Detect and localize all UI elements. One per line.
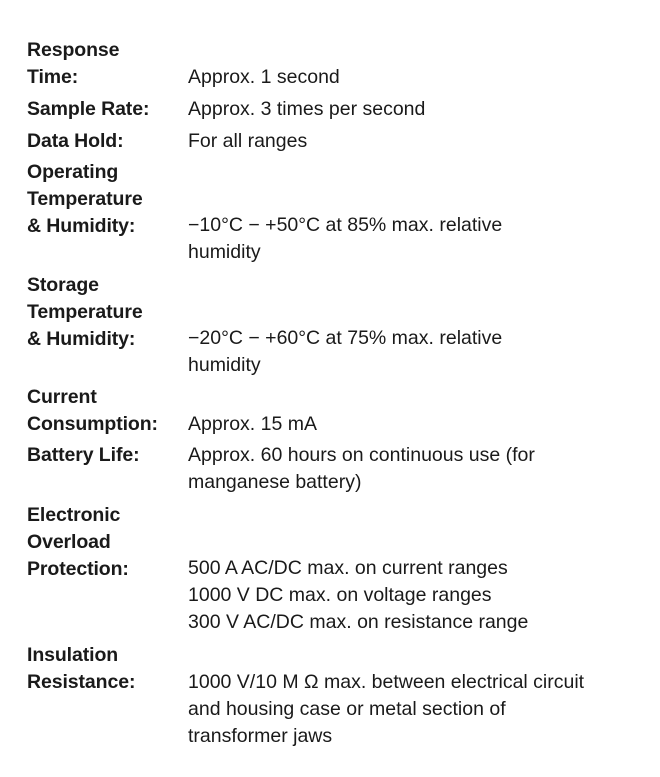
value-line: Approx. 15 mA (188, 413, 317, 435)
spec-label (27, 37, 189, 91)
spec-label (27, 442, 189, 469)
label-line: Current (27, 386, 97, 408)
value-line: Approx. 3 times per second (188, 98, 426, 120)
label-line: Overload (27, 531, 111, 553)
value-line: humidity (188, 354, 261, 376)
value-line: Approx. 1 second (188, 66, 340, 88)
spec-value (188, 442, 658, 496)
value-line: transformer jaws (188, 725, 333, 747)
value-line: 500 A AC/DC max. on current ranges (188, 557, 508, 579)
label-line: Operating (27, 161, 119, 183)
spec-label (27, 642, 189, 696)
label-line: Time: (27, 66, 79, 88)
spec-label (27, 502, 189, 583)
label-line: Electronic (27, 504, 121, 526)
spec-label (27, 272, 189, 353)
spec-value (188, 411, 658, 438)
label-line: Resistance: (27, 671, 136, 693)
spec-label (27, 96, 189, 123)
value-line: Approx. 60 hours on continuous use (for (188, 444, 535, 466)
spec-label (27, 384, 189, 438)
label-line: Response (27, 39, 120, 61)
label-line: Temperature (27, 188, 143, 210)
label-line: Data Hold: (27, 130, 124, 152)
spec-value (188, 555, 658, 636)
label-line: Consumption: (27, 413, 158, 435)
label-line: Protection: (27, 558, 129, 580)
label-line: Temperature (27, 301, 143, 323)
label-line: Storage (27, 274, 99, 296)
spec-value (188, 96, 658, 123)
spec-value (188, 325, 658, 379)
value-line: humidity (188, 241, 261, 263)
spec-value (188, 212, 658, 266)
value-line: −20°C − +60°C at 75% max. relative (188, 327, 503, 349)
value-line: −10°C − +50°C at 85% max. relative (188, 214, 503, 236)
spec-value (188, 128, 658, 155)
value-line: 1000 V DC max. on voltage ranges (188, 584, 492, 606)
spec-label (27, 159, 189, 240)
value-line: For all ranges (188, 130, 308, 152)
value-line: 1000 V/10 M Ω max. between electrical circuit (188, 671, 585, 693)
spec-label (27, 128, 189, 155)
value-line: manganese battery) (188, 471, 362, 493)
label-line: Sample Rate: (27, 98, 150, 120)
label-line: & Humidity: (27, 215, 136, 237)
value-line: 300 V AC/DC max. on resistance range (188, 611, 529, 633)
label-line: Battery Life: (27, 444, 140, 466)
spec-value (188, 64, 658, 91)
spec-value (188, 669, 658, 750)
label-line: & Humidity: (27, 328, 136, 350)
value-line: and housing case or metal section of (188, 698, 506, 720)
label-line: Insulation (27, 644, 119, 666)
